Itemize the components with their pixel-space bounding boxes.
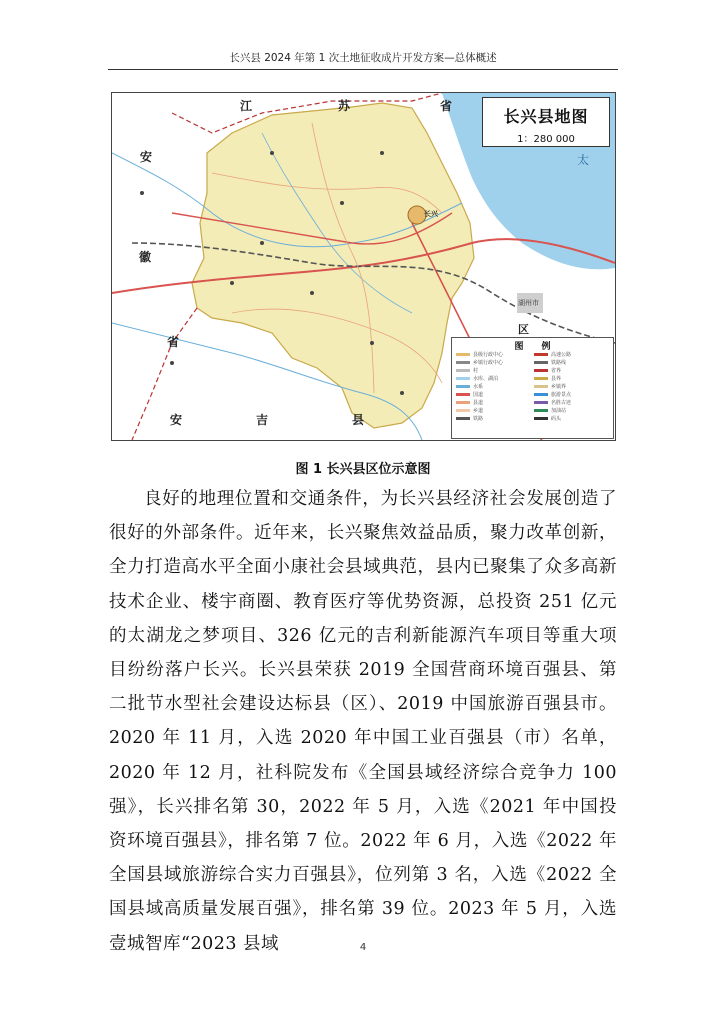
- header-rule: [108, 69, 618, 70]
- legend-item: 村: [456, 367, 533, 375]
- legend-item: 铁路线: [534, 359, 611, 367]
- body-paragraph: 良好的地理位置和交通条件，为长兴县经济社会发展创造了很好的外部条件。近年来，长兴聚焦效益品质，聚力改革创新，全力打造高水平全面小康社会县域典范，县内已聚集了众多高新技术企业、楼宇商圈、教育医疗等优势资源，总投资 251 亿元的太湖龙之梦项目、326 亿元的吉利新能源汽车项目等重大项目纷纷落户长兴。长兴县荣获 2019 全国营商环境百强县、第二批节水型社会建设达标县（区）、2019 中国旅游百强县市。2020 年 11 月，入选 2020 年中国工业百强县（市）名单，2020 年 12 月，社科院发布《全国县域经济综合竞争力 100 强》，长兴排名第 30，2022 年 5 月，入选《2021 年中国投资环境百强县》，排名第 7 位。2022 年 6 月，入选《2022 年全国县域旅游综合实力百强县》，位列第 3 名，入选《2022 全国县域高质量发展百强》，排名第 39 位。2023 年 5 月，入选壹城智库“2023 县域: [109, 489, 617, 954]
- legend-item: 县界: [534, 375, 611, 383]
- legend-item: 水库、湖泊: [456, 375, 533, 383]
- map-label-zone: 区: [518, 323, 529, 336]
- legend-item: 乡道: [456, 407, 533, 415]
- legend-item: 县级行政中心: [456, 351, 533, 359]
- map-label-huzhou: 湖州市: [518, 299, 539, 307]
- map-label-anji-2: 吉: [256, 413, 269, 427]
- legend-left-column: [456, 351, 533, 423]
- legend-item: 铁路: [456, 415, 533, 423]
- legend-item: 乡镇行政中心: [456, 359, 533, 367]
- county-map: [111, 92, 616, 441]
- legend-item: 旅游景点: [534, 391, 611, 399]
- map-title: 长兴县地图: [503, 107, 589, 126]
- page-header: 长兴县 2024 年第 1 次土地征收成片开发方案—总体概述: [229, 52, 497, 64]
- legend-heading: 图例: [514, 342, 569, 352]
- legend-item: 加油站: [534, 407, 611, 415]
- body-text: [109, 482, 617, 961]
- figure-caption: 图 1 长兴县区位示意图: [295, 462, 431, 477]
- map-label-anji-3: 县: [352, 413, 365, 427]
- legend-item: 省界: [534, 367, 611, 375]
- page-number: 4: [359, 942, 367, 953]
- map-label-jiangsu-3: 省: [440, 99, 453, 113]
- legend-right-column: [534, 351, 611, 423]
- map-label-lake: 太: [577, 153, 590, 167]
- map-scale: 1：280 000: [517, 134, 575, 145]
- map-legend: [451, 337, 614, 439]
- map-label-anhui-3: 省: [167, 335, 180, 349]
- legend-item: 码头: [534, 415, 611, 423]
- map-label-anhui-2: 徽: [139, 250, 152, 264]
- map-label-anhui-1: 安: [140, 150, 153, 164]
- legend-item: 国道: [456, 391, 533, 399]
- legend-item: 名胜古迹: [534, 399, 611, 407]
- legend-item: 乡镇界: [534, 383, 611, 391]
- map-label-jiangsu-2: 苏: [338, 99, 351, 113]
- map-title-box: [482, 97, 610, 147]
- map-label-jiangsu-1: 江: [240, 99, 253, 113]
- legend-item: 县道: [456, 399, 533, 407]
- legend-item: 水系: [456, 383, 533, 391]
- map-label-anji-1: 安: [170, 413, 183, 427]
- legend-item: 高速公路: [534, 351, 611, 359]
- map-label-changxing: 长兴: [424, 210, 438, 218]
